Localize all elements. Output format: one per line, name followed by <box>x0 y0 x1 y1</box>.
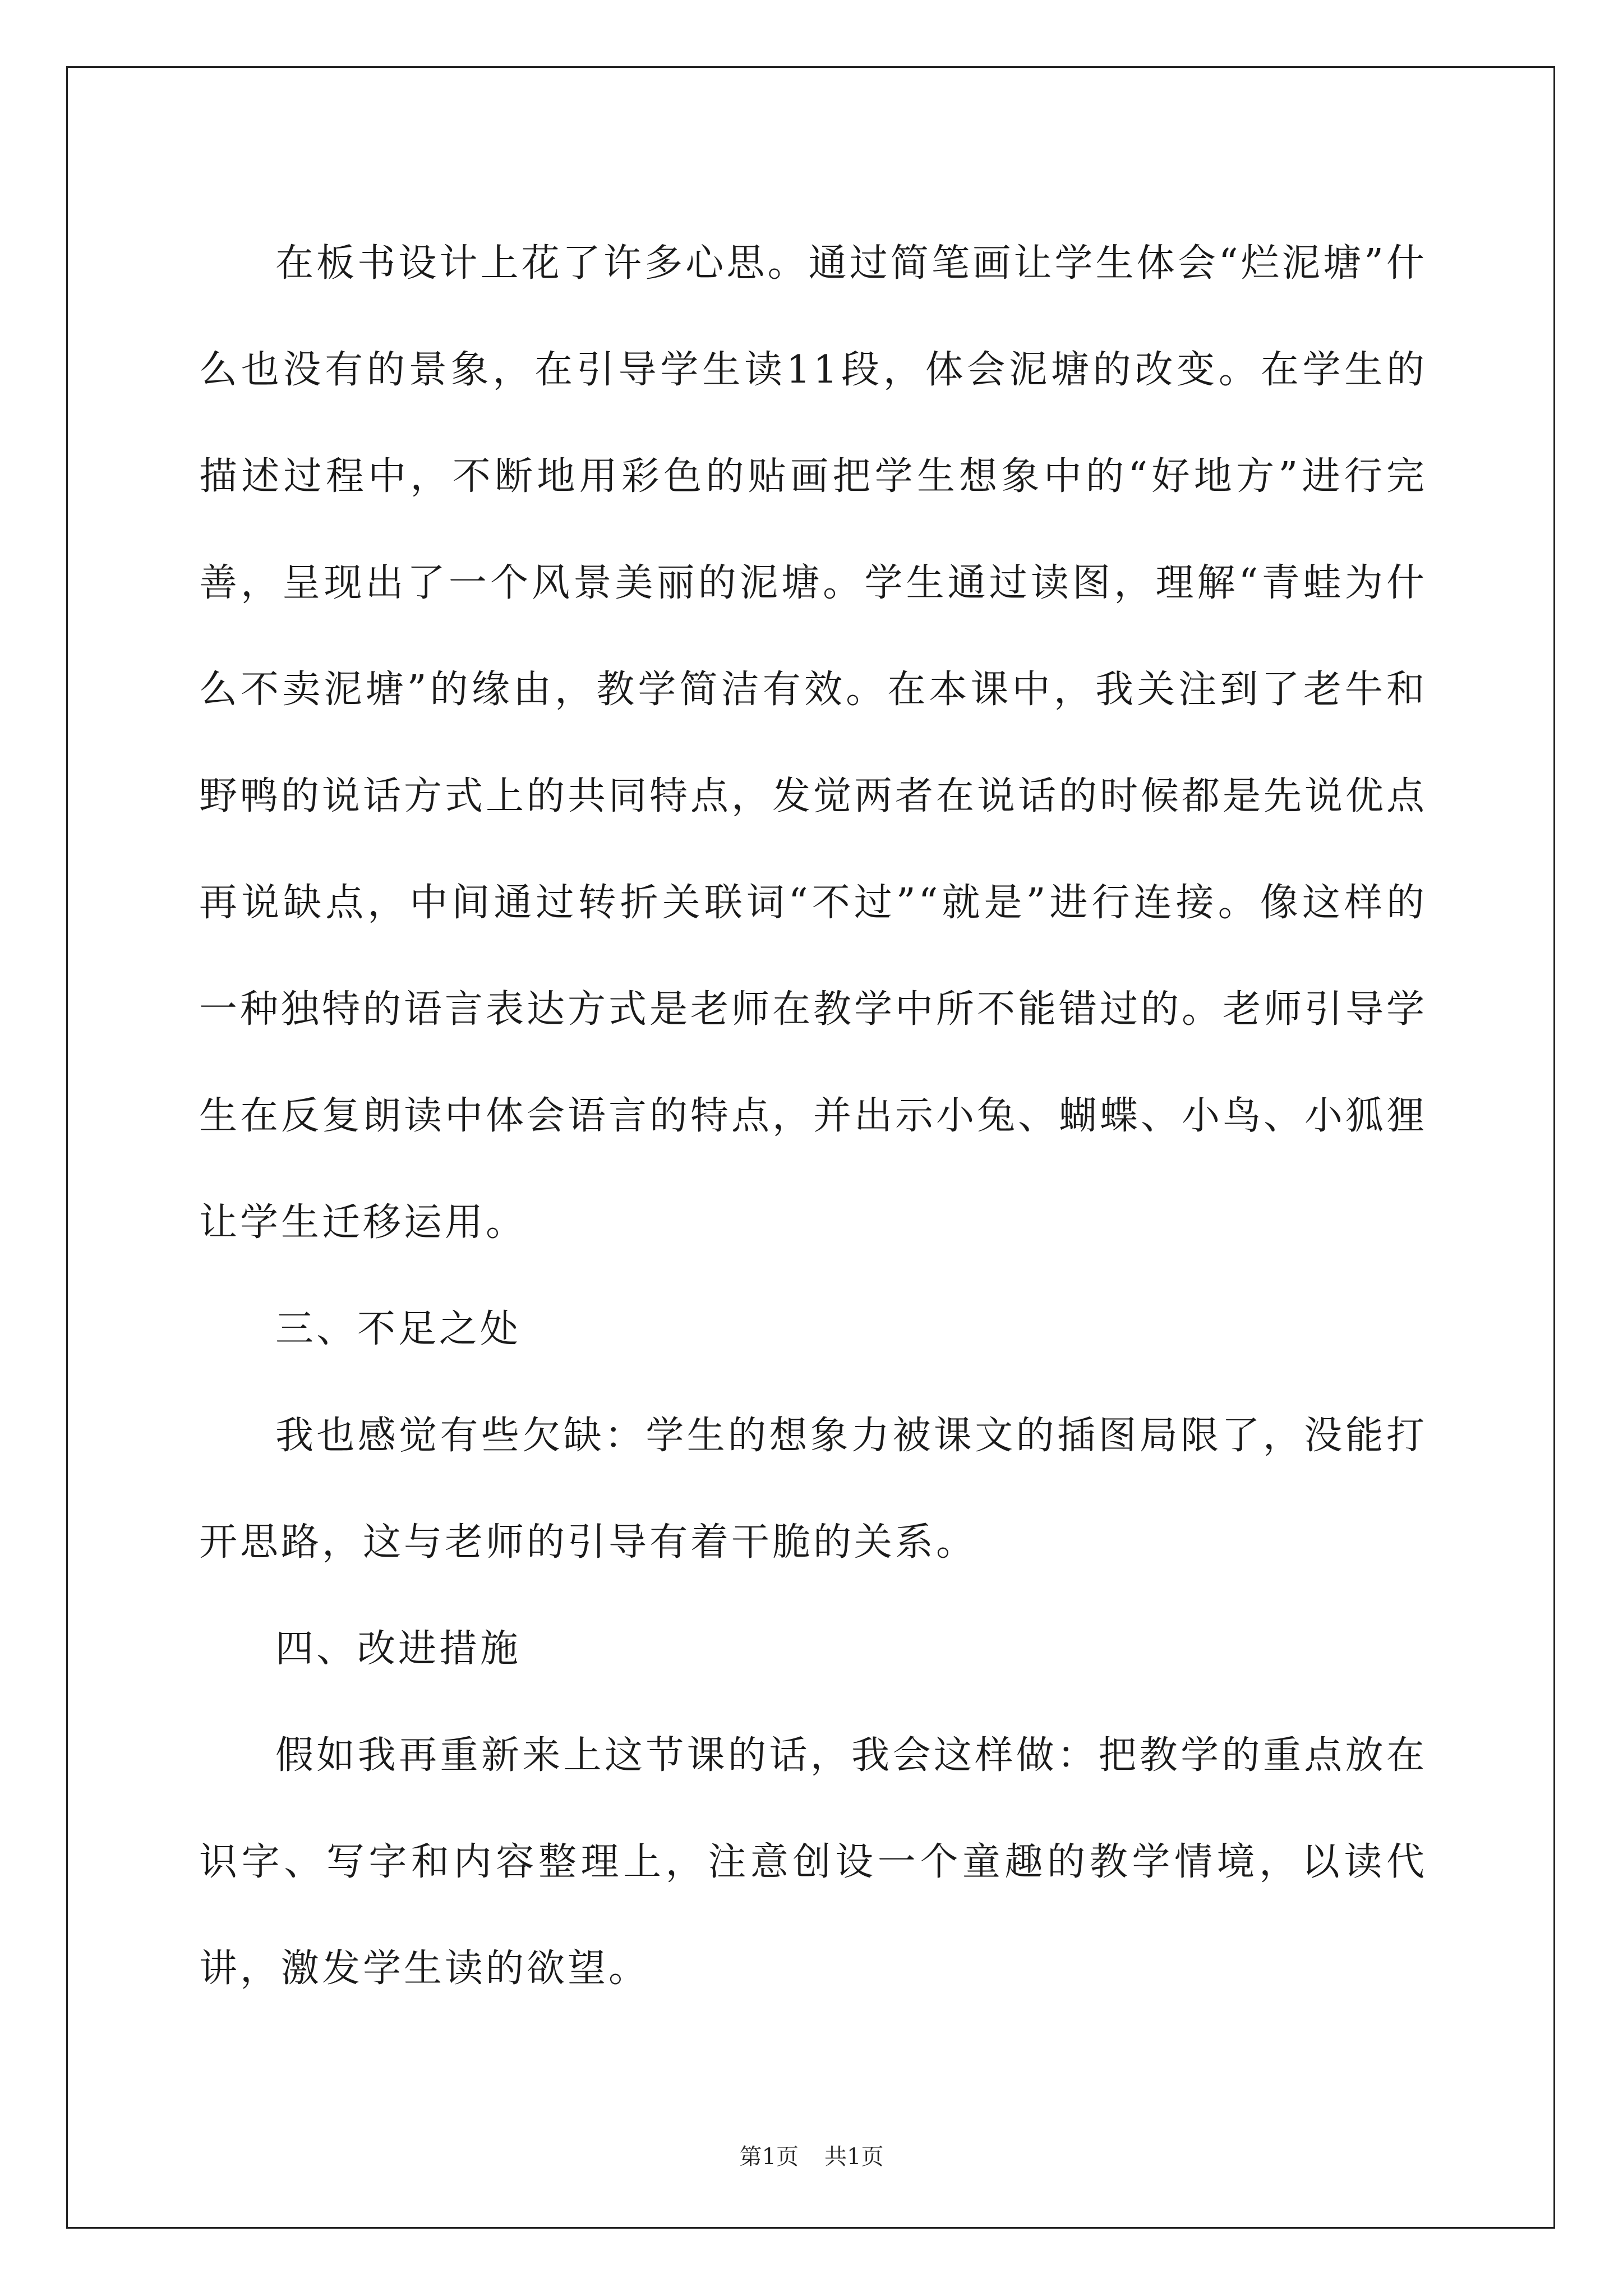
paragraph-improvements: 假如我再重新来上这节课的话，我会这样做：把教学的重点放在识字、写字和内容整理上，注意创设一个童趣的教学情境，以读代讲，激发学生读的欲望。 <box>199 1733 1427 1991</box>
page-footer <box>0 2140 1623 2174</box>
paragraph-board-design: 在板书设计上花了许多心思。通过简笔画让学生体会“烂泥塘”什么也没有的景象，在引导学生读11段，体会泥塘的改变。在学生的描述过程中，不断地用彩色的贴画把学生想象中的“好地方”进行完善，呈现出了一个风景美丽的泥塘。学生通过读图，理解“青蛙为什么不卖泥塘”的缘由，教学简洁有效。在本课中，我关注到了老牛和野鸭的说话方式上的共同特点，发觉两者在说话的时候都是先说优点再说缺点，中间通过转折关联词“不过”“就是”进行连接。像这样的一种独特的语言表达方式是老师在教学中所不能错过的。老师引导学生在反复朗读中体会语言的特点，并出示小兔、蝴蝶、小鸟、小狐狸让学生迁移运用。 <box>199 241 1428 1245</box>
document-body <box>199 210 1427 2022</box>
heading-improvements: 四、改进措施 <box>275 1627 522 1671</box>
page-number: 第1页 <box>739 2144 799 2170</box>
page-total: 共1页 <box>824 2144 884 2170</box>
heading-shortcomings: 三、不足之处 <box>275 1307 522 1351</box>
paragraph-shortcomings: 我也感觉有些欠缺：学生的想象力被课文的插图局限了，没能打开思路，这与老师的引导有着干脆的关系。 <box>199 1414 1427 1565</box>
